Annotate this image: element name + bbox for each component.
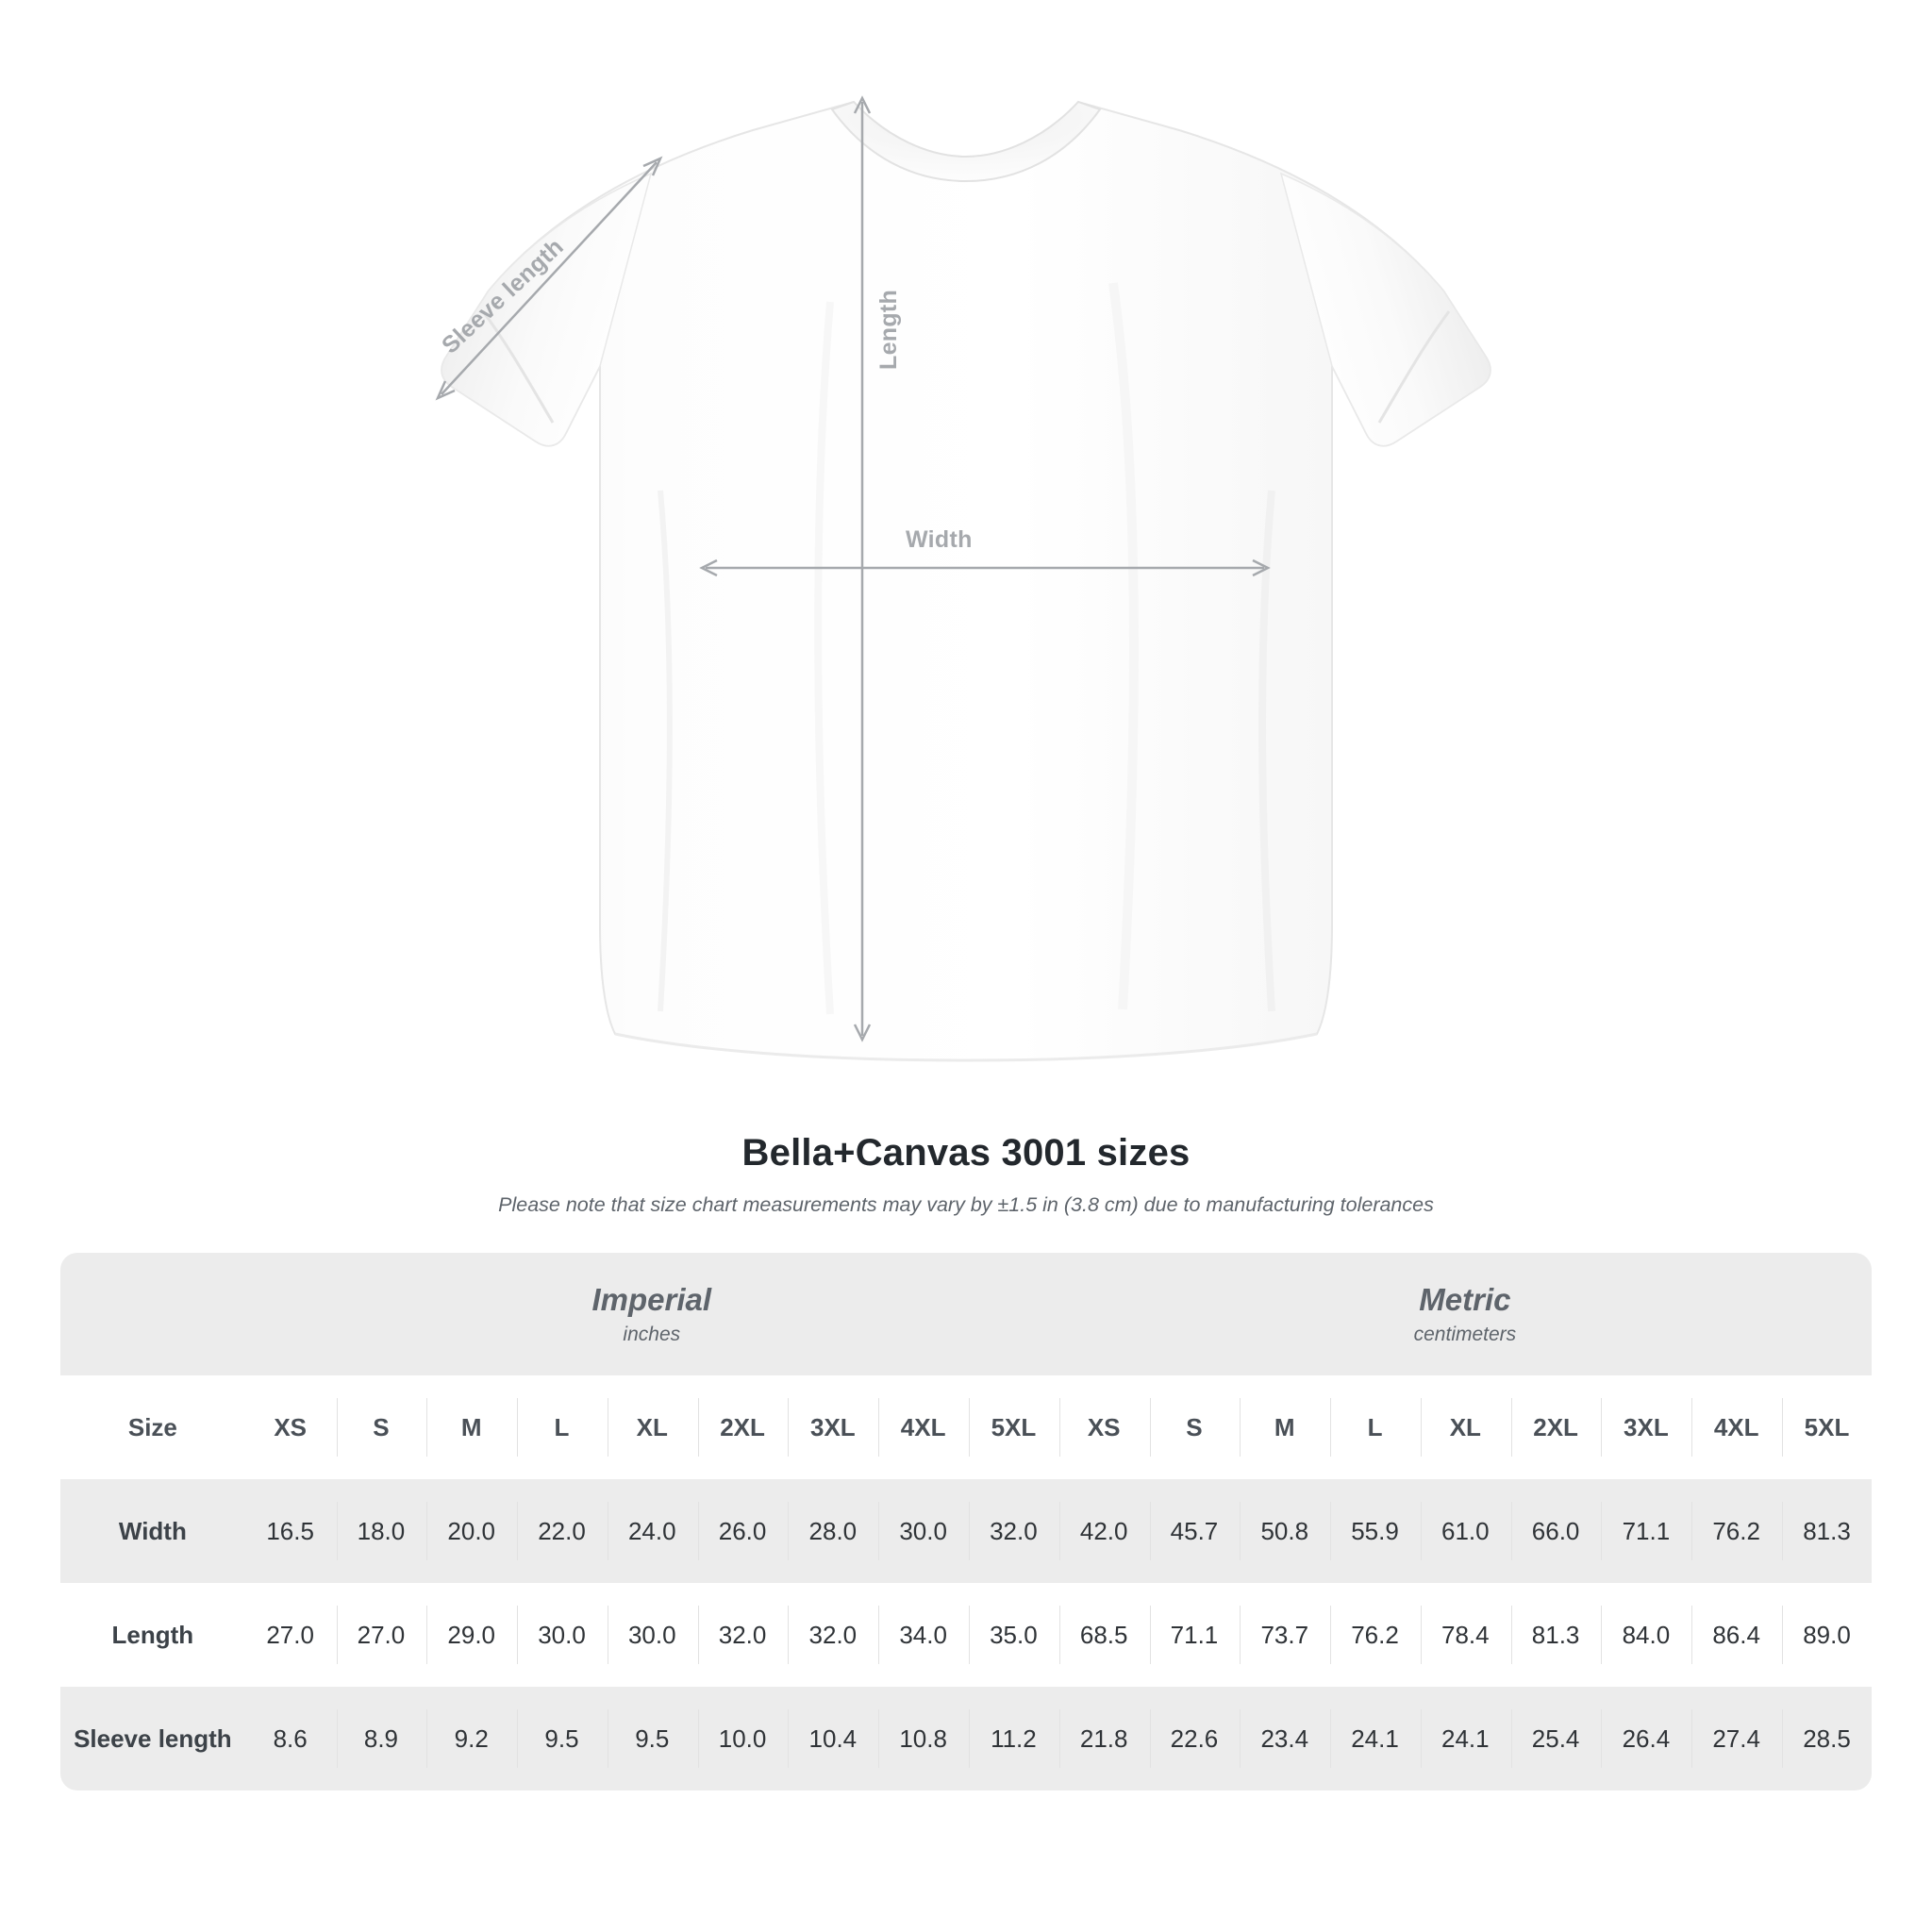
table-cell (1510, 1583, 1601, 1687)
table-cell (1600, 1687, 1690, 1790)
table-cell (1781, 1687, 1872, 1790)
size-header-xs-met: XS (1059, 1398, 1148, 1457)
table-cell (787, 1583, 877, 1687)
table-cell (1239, 1583, 1329, 1687)
cell-width-5xl-met: 81.3 (1782, 1502, 1871, 1560)
cell-width-l-met: 55.9 (1330, 1502, 1419, 1560)
table-row (60, 1583, 1872, 1687)
table-cell (1690, 1687, 1781, 1790)
cell-sleeve-s-imp: 8.9 (337, 1709, 425, 1768)
table-cell (516, 1479, 607, 1583)
size-header-xl-met: XL (1421, 1398, 1509, 1457)
cell-length-m-met: 73.7 (1240, 1606, 1328, 1664)
table-cell (336, 1479, 426, 1583)
table-cell (787, 1687, 877, 1790)
cell-length-m-imp: 29.0 (426, 1606, 515, 1664)
dimension-label-width: Width (906, 526, 973, 553)
size-table (60, 1253, 1872, 1790)
title-block (0, 1132, 1932, 1217)
cell-length-xl-met: 78.4 (1421, 1606, 1509, 1664)
size-header-s-imp: S (337, 1398, 425, 1457)
size-header-l-met: L (1330, 1398, 1419, 1457)
cell-sleeve-3xl-imp: 10.4 (788, 1709, 876, 1768)
unit-metric-cell (1058, 1253, 1872, 1375)
size-header-cell (1329, 1375, 1420, 1479)
cell-width-xl-met: 61.0 (1421, 1502, 1509, 1560)
size-header-s-met: S (1150, 1398, 1239, 1457)
cell-sleeve-l-imp: 9.5 (517, 1709, 606, 1768)
shirt-body (441, 102, 1491, 1060)
cell-width-xs-met: 42.0 (1059, 1502, 1148, 1560)
unit-metric-name: Metric (1419, 1282, 1511, 1318)
dimension-label-length: Length (875, 289, 902, 370)
table-cell (1600, 1583, 1690, 1687)
table-cell (1690, 1479, 1781, 1583)
cell-width-3xl-imp: 28.0 (788, 1502, 876, 1560)
table-cell (336, 1583, 426, 1687)
table-cell (1329, 1687, 1420, 1790)
table-cell (607, 1583, 697, 1687)
table-cell (607, 1687, 697, 1790)
table-cell (1510, 1479, 1601, 1583)
cell-length-xs-imp: 27.0 (266, 1620, 314, 1649)
cell-width-s-met: 45.7 (1150, 1502, 1239, 1560)
table-cell (1149, 1687, 1240, 1790)
cell-length-s-imp: 27.0 (337, 1606, 425, 1664)
table-cell (968, 1687, 1058, 1790)
size-header-row (60, 1375, 1872, 1479)
unit-imperial-name: Imperial (591, 1282, 712, 1318)
table-cell (1058, 1687, 1149, 1790)
table-cell (1058, 1479, 1149, 1583)
table-cell (425, 1479, 516, 1583)
size-header-cell (877, 1375, 968, 1479)
cell-width-xs-imp: 16.5 (266, 1516, 314, 1545)
size-header-cell (245, 1375, 336, 1479)
cell-width-m-imp: 20.0 (426, 1502, 515, 1560)
table-cell (425, 1583, 516, 1687)
cell-width-m-met: 50.8 (1240, 1502, 1328, 1560)
cell-length-l-imp: 30.0 (517, 1606, 606, 1664)
size-header-3xl-met: 3XL (1601, 1398, 1690, 1457)
cell-sleeve-4xl-imp: 10.8 (878, 1709, 967, 1768)
cell-sleeve-xs-imp: 8.6 (273, 1724, 308, 1753)
table-cell (516, 1687, 607, 1790)
cell-sleeve-s-met: 22.6 (1150, 1709, 1239, 1768)
table-cell (877, 1479, 968, 1583)
measurement-note: Please note that size chart measurements may vary by ±1.5 in (3.8 cm) due to manufacturing tolerances (498, 1193, 1434, 1216)
cell-width-4xl-imp: 30.0 (878, 1502, 967, 1560)
table-cell (697, 1479, 788, 1583)
table-cell (1149, 1583, 1240, 1687)
cell-length-3xl-imp: 32.0 (788, 1606, 876, 1664)
table-cell (1058, 1583, 1149, 1687)
dimension-label-sleeve: Sleeve length (437, 233, 569, 359)
table-cell (425, 1687, 516, 1790)
cell-width-5xl-imp: 32.0 (969, 1502, 1058, 1560)
cell-width-2xl-imp: 26.0 (698, 1502, 787, 1560)
cell-sleeve-5xl-met: 28.5 (1782, 1709, 1871, 1768)
cell-length-4xl-met: 86.4 (1691, 1606, 1780, 1664)
size-header-4xl-met: 4XL (1691, 1398, 1780, 1457)
size-header-3xl-imp: 3XL (788, 1398, 876, 1457)
cell-width-3xl-met: 71.1 (1601, 1502, 1690, 1560)
table-cell (516, 1583, 607, 1687)
unit-metric-sub: centimeters (1413, 1323, 1517, 1345)
cell-sleeve-3xl-met: 26.4 (1601, 1709, 1690, 1768)
table-cell (245, 1583, 336, 1687)
table-cell (1239, 1687, 1329, 1790)
table-cell (1329, 1479, 1420, 1583)
size-header-cell (1510, 1375, 1601, 1479)
cell-sleeve-xl-met: 24.1 (1421, 1709, 1509, 1768)
cell-width-xl-imp: 24.0 (608, 1502, 696, 1560)
cell-length-l-met: 76.2 (1330, 1606, 1419, 1664)
cell-sleeve-xs-met: 21.8 (1059, 1709, 1148, 1768)
table-cell (877, 1583, 968, 1687)
size-header-cell (336, 1375, 426, 1479)
page-title: Bella+Canvas 3001 sizes (741, 1132, 1191, 1174)
size-header-xs-imp: XS (274, 1412, 307, 1441)
table-cell (1149, 1479, 1240, 1583)
cell-length-xl-imp: 30.0 (608, 1606, 696, 1664)
cell-length-5xl-met: 89.0 (1782, 1606, 1871, 1664)
cell-sleeve-m-imp: 9.2 (426, 1709, 515, 1768)
table-cell (1329, 1583, 1420, 1687)
table-cell (1781, 1479, 1872, 1583)
size-header-4xl-imp: 4XL (878, 1398, 967, 1457)
cell-sleeve-2xl-met: 25.4 (1511, 1709, 1600, 1768)
cell-sleeve-m-met: 23.4 (1240, 1709, 1328, 1768)
unit-imperial-sub: inches (623, 1323, 681, 1345)
size-header-2xl-met: 2XL (1511, 1398, 1600, 1457)
cell-width-l-imp: 22.0 (517, 1502, 606, 1560)
cell-length-s-met: 71.1 (1150, 1606, 1239, 1664)
size-header-cell (1600, 1375, 1690, 1479)
cell-length-xs-met: 68.5 (1059, 1606, 1148, 1664)
table-cell (697, 1583, 788, 1687)
table-cell (1420, 1687, 1510, 1790)
cell-width-s-imp: 18.0 (337, 1502, 425, 1560)
table-row (60, 1687, 1872, 1790)
table-cell (1420, 1479, 1510, 1583)
table-row (60, 1479, 1872, 1583)
size-header-cell (697, 1375, 788, 1479)
table-cell (336, 1687, 426, 1790)
size-header-xl-imp: XL (608, 1398, 696, 1457)
cell-sleeve-5xl-imp: 11.2 (969, 1709, 1058, 1768)
cell-length-3xl-met: 84.0 (1601, 1606, 1690, 1664)
table-cell (1690, 1583, 1781, 1687)
table-cell (607, 1479, 697, 1583)
cell-length-5xl-imp: 35.0 (969, 1606, 1058, 1664)
cell-width-2xl-met: 66.0 (1511, 1502, 1600, 1560)
size-header-cell (1781, 1375, 1872, 1479)
table-cell (968, 1479, 1058, 1583)
cell-sleeve-xl-imp: 9.5 (608, 1709, 696, 1768)
size-header-cell (1420, 1375, 1510, 1479)
size-header-5xl-met: 5XL (1782, 1398, 1871, 1457)
size-header-cell (787, 1375, 877, 1479)
size-header-cell (516, 1375, 607, 1479)
size-header-m-imp: M (426, 1398, 515, 1457)
cell-length-2xl-imp: 32.0 (698, 1606, 787, 1664)
unit-corner-cell (60, 1253, 245, 1375)
row-label-sleeve-length: Sleeve length (60, 1687, 245, 1790)
size-header-5xl-imp: 5XL (969, 1398, 1058, 1457)
size-header-l-imp: L (517, 1398, 606, 1457)
table-cell (968, 1583, 1058, 1687)
cell-length-4xl-imp: 34.0 (878, 1606, 967, 1664)
unit-imperial-cell (245, 1253, 1058, 1375)
table-cell (245, 1479, 336, 1583)
size-header-label: Size (60, 1375, 245, 1479)
table-cell (697, 1687, 788, 1790)
table-cell (245, 1687, 336, 1790)
cell-sleeve-4xl-met: 27.4 (1691, 1709, 1780, 1768)
cell-length-2xl-met: 81.3 (1511, 1606, 1600, 1664)
size-header-cell (1058, 1375, 1149, 1479)
size-header-cell (1239, 1375, 1329, 1479)
size-header-cell (1149, 1375, 1240, 1479)
unit-header-row (60, 1253, 1872, 1375)
size-header-cell (607, 1375, 697, 1479)
table-cell (1239, 1479, 1329, 1583)
size-header-cell (1690, 1375, 1781, 1479)
table-cell (1600, 1479, 1690, 1583)
size-header-m-met: M (1240, 1398, 1328, 1457)
table-cell (1781, 1583, 1872, 1687)
cell-sleeve-2xl-imp: 10.0 (698, 1709, 787, 1768)
row-label-length: Length (60, 1583, 245, 1687)
table-cell (787, 1479, 877, 1583)
size-header-cell (968, 1375, 1058, 1479)
size-header-cell (425, 1375, 516, 1479)
table-cell (877, 1687, 968, 1790)
size-header-2xl-imp: 2XL (698, 1398, 787, 1457)
cell-width-4xl-met: 76.2 (1691, 1502, 1780, 1560)
table-cell (1510, 1687, 1601, 1790)
cell-sleeve-l-met: 24.1 (1330, 1709, 1419, 1768)
table-cell (1420, 1583, 1510, 1687)
row-label-width: Width (60, 1479, 245, 1583)
size-table-container (60, 1253, 1872, 1790)
